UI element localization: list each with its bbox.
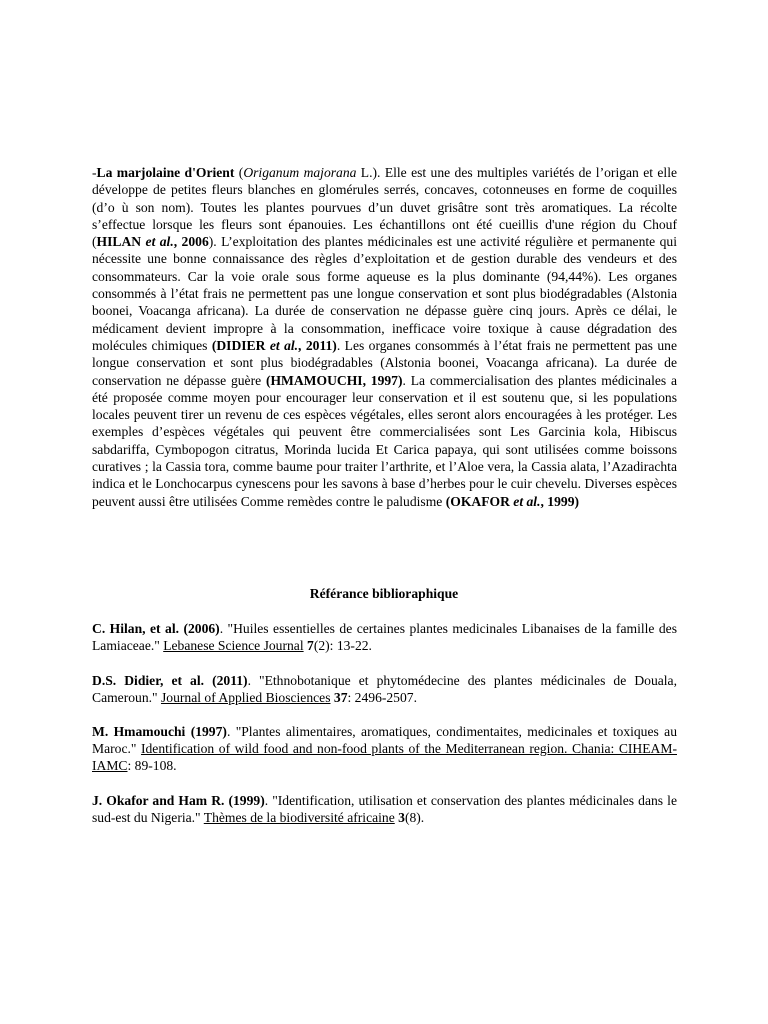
reference-pages: : 89-108. bbox=[127, 758, 177, 773]
reference-authors: D.S. Didier, et al. (2011) bbox=[92, 672, 248, 688]
reference-volume: 7 bbox=[307, 638, 314, 653]
references-list bbox=[92, 620, 677, 843]
citation-okafor-name: (OKAFOR bbox=[445, 493, 510, 509]
reference-item bbox=[92, 620, 677, 654]
citation-hilan-year: , 2006 bbox=[173, 234, 209, 250]
text-segment-2: ). L’exploitation des plantes médicinales est une activité régulière et permanente qui nécessite une bonne connaissance des règles d’exploitation et de gestion durable des vendeurs et des consommateurs. Car la voie orale sous forme aqueuse es la plus dominante (94,44%). Les organes consommés à l’état frais ne permettent pas une longue conservation et sont plus biodégradables (Alstonia boonei, Voacanga africana). La durée de conservation ne dépasse guère cinq jours. Après ce délai, le médicament devient impropre à la consommation, inefficace voire toxique à cause dégradation des molécules chimiques bbox=[92, 234, 677, 353]
references-heading: Référance biblioraphique bbox=[309, 586, 459, 601]
citation-hilan-etal: et al. bbox=[141, 234, 174, 250]
reference-item bbox=[92, 792, 677, 826]
citation-hmamouchi: (HMAMOUCHI, 1997) bbox=[265, 372, 403, 388]
citation-okafor-year: , 1999) bbox=[540, 493, 580, 509]
reference-text: . "Identification, utilisation et conservation des plantes médicinales dans le sud-est du Nigeria." bbox=[92, 792, 677, 825]
reference-authors: C. Hilan, et al. (2006) bbox=[92, 621, 220, 636]
citation-didier bbox=[212, 338, 337, 353]
citation-okafor bbox=[446, 494, 579, 509]
reference-pages: : 2496-2507. bbox=[347, 689, 417, 705]
reference-item bbox=[92, 672, 677, 706]
lead-dash: - bbox=[92, 165, 97, 180]
reference-item bbox=[92, 723, 677, 774]
reference-text: . "Plantes alimentaires, aromatiques, condimentaites, medicinales et toxiques au Maroc." bbox=[92, 724, 677, 756]
citation-okafor-etal: et al. bbox=[509, 493, 541, 509]
text-segment-3: . Les organes consommés à l’état frais ne permettent pas une longue conservation et sont plus biodégradables (Alstonia boonei, Voacanga africana). La durée de conservation ne dépasse guère bbox=[92, 337, 677, 388]
text-segment-4: . La commercialisation des plantes médicinales a été proposée comme moyen pour encourager leur conservation et il est soutenu que, si les populations locales peuvent tirer un revenu de ces espèces végétales, elles seront alors encouragées à les protéger. Les exemples d’espèces végétales qui peuvent être commercialisées sont Les Garcinia kola, Hibiscus sabdariffa, Cymbopogon citratus, Morinda lucida Et Carica papaya, qui sont utilisées comme boissons curatives ; la Cassia tora, comme baume pour traiter l’arthrite, et l’Aloe vera, la Cassia alata, l’Azadirachta indica et le Lonchocarpus cynescens pour les savons à base d’herbes pour le cuir chevelu. Diverses espèces peuvent aussi être utilisées Comme remèdes contre le paludisme bbox=[92, 372, 677, 509]
citation-didier-etal: et al. bbox=[265, 337, 299, 353]
reference-journal: Identification of wild food and non-food plants of the Mediterranean region. Chania: CIHEAM-IAMC bbox=[92, 741, 677, 773]
text-segment-1: Elle est une des multiples variétés de l’origan et elle développe de petites fleurs blanches en glomérules serrés, concaves, cotonneuses en forme de coquilles (d’o ù son nom). Toutes les plantes pourvues d’un duvet grisâtre sont très aromatiques. La récolte s’effectue lorsque les fleurs sont épanouies. Les échantillons ont été cueillis d'une région du Chouf ( bbox=[92, 165, 678, 250]
reference-journal: Lebanese Science Journal bbox=[163, 638, 304, 653]
reference-authors: M. Hmamouchi (1997) bbox=[92, 724, 227, 739]
reference-text: . "Ethnobotanique et phytomédecine des plantes médicinales de Douala, Cameroun." bbox=[92, 672, 677, 705]
species-name: Origanum majorana bbox=[243, 165, 357, 180]
reference-pages: (2): 13-22. bbox=[313, 638, 372, 653]
citation-didier-name: (DIDIER bbox=[211, 337, 266, 353]
reference-text: . "Huiles essentielles de certaines plantes medicinales Libanaises de la famille des Lamiaceae." bbox=[92, 621, 678, 653]
reference-journal: Thèmes de la biodiversité africaine bbox=[203, 809, 395, 825]
reference-pages: (8). bbox=[404, 809, 425, 825]
paragraph-text bbox=[92, 164, 677, 510]
citation-didier-year: , 2011) bbox=[298, 337, 337, 353]
citation-hilan bbox=[97, 234, 209, 249]
reference-volume: 3 bbox=[398, 809, 405, 825]
species-open: ( bbox=[234, 165, 244, 180]
body-paragraph bbox=[92, 164, 677, 510]
species-close: L.). bbox=[356, 165, 385, 180]
reference-authors: J. Okafor and Ham R. (1999) bbox=[92, 792, 265, 808]
reference-journal: Journal of Applied Biosciences bbox=[160, 689, 331, 705]
citation-hilan-name: HILAN bbox=[96, 234, 142, 250]
reference-volume: 37 bbox=[333, 689, 348, 705]
plant-name: La marjolaine d'Orient bbox=[96, 165, 235, 180]
